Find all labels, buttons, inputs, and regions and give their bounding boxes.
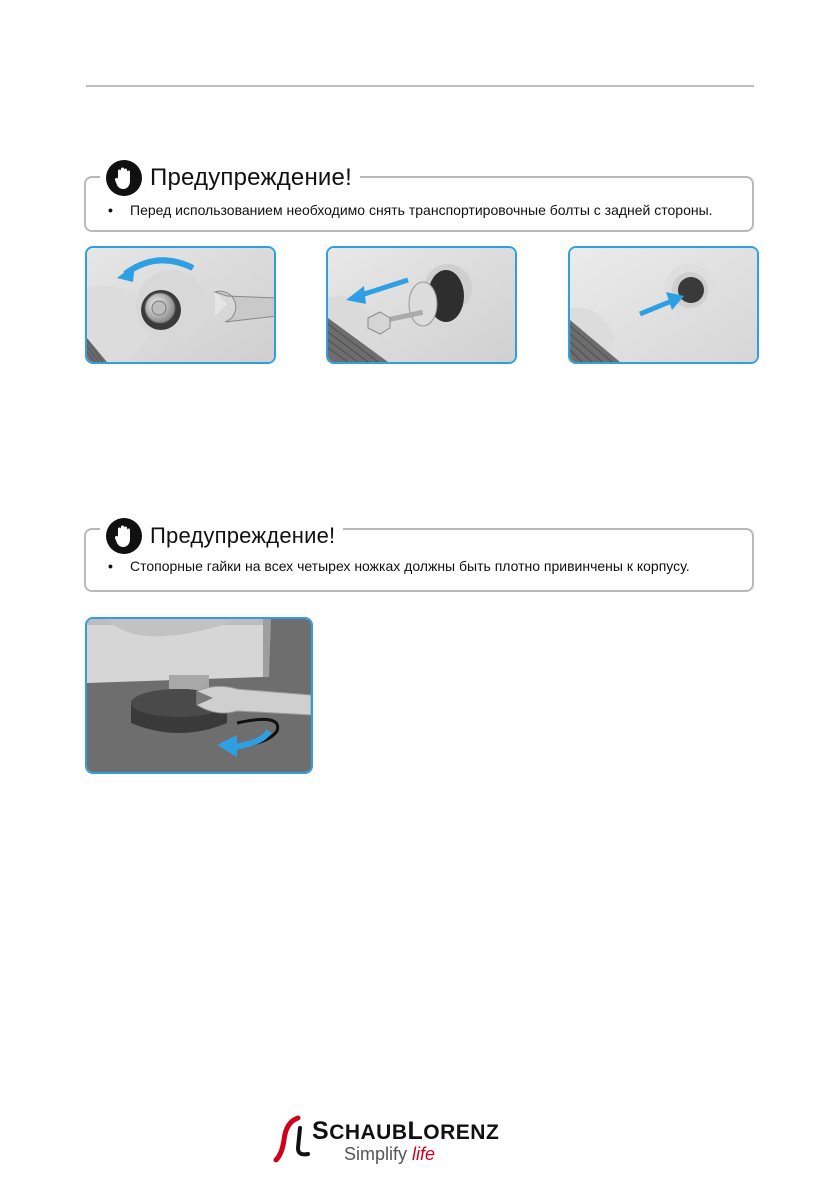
tagline-life: life	[412, 1144, 436, 1164]
brand-word-orenz: ORENZ	[423, 1121, 500, 1144]
photo-tighten-leg-nut	[85, 617, 313, 774]
warning-title: Предупреждение	[150, 164, 346, 191]
photo-pull-bolt	[326, 246, 517, 364]
photo-remove-bolt	[85, 246, 276, 364]
brand-word-chaub: CHAUB	[329, 1121, 408, 1144]
stop-hand-icon	[106, 518, 142, 554]
warning-header	[100, 160, 360, 196]
warning-exclamation: !	[329, 523, 336, 548]
brand-initial-l: L	[407, 1117, 424, 1145]
warning-exclamation: !	[345, 164, 352, 191]
top-divider	[86, 85, 754, 87]
tagline-simplify: Simplify	[344, 1144, 413, 1164]
warning-title: Предупреждение	[150, 523, 330, 548]
bullet: •	[108, 202, 113, 218]
photo-insert-plug	[568, 246, 759, 364]
warning-message: Перед использованием необходимо снять транспортировочные болты с задней стороны.	[130, 202, 713, 218]
brand-initial-s: S	[312, 1117, 330, 1145]
warning-header	[100, 518, 343, 554]
warning-text	[108, 558, 690, 574]
brand-swoosh-icon	[268, 1114, 312, 1166]
brand-tagline	[344, 1144, 435, 1165]
warning-text	[108, 202, 713, 218]
brand-name	[312, 1117, 499, 1146]
bullet: •	[108, 558, 113, 574]
stop-hand-icon	[106, 160, 142, 196]
brand-logo	[268, 1112, 540, 1168]
warning-message: Стопорные гайки на всех четырех ножках должны быть плотно привинчены к корпусу.	[130, 558, 690, 574]
warning-box-transport-bolts	[84, 164, 754, 232]
warning-box-lock-nuts	[84, 523, 754, 592]
